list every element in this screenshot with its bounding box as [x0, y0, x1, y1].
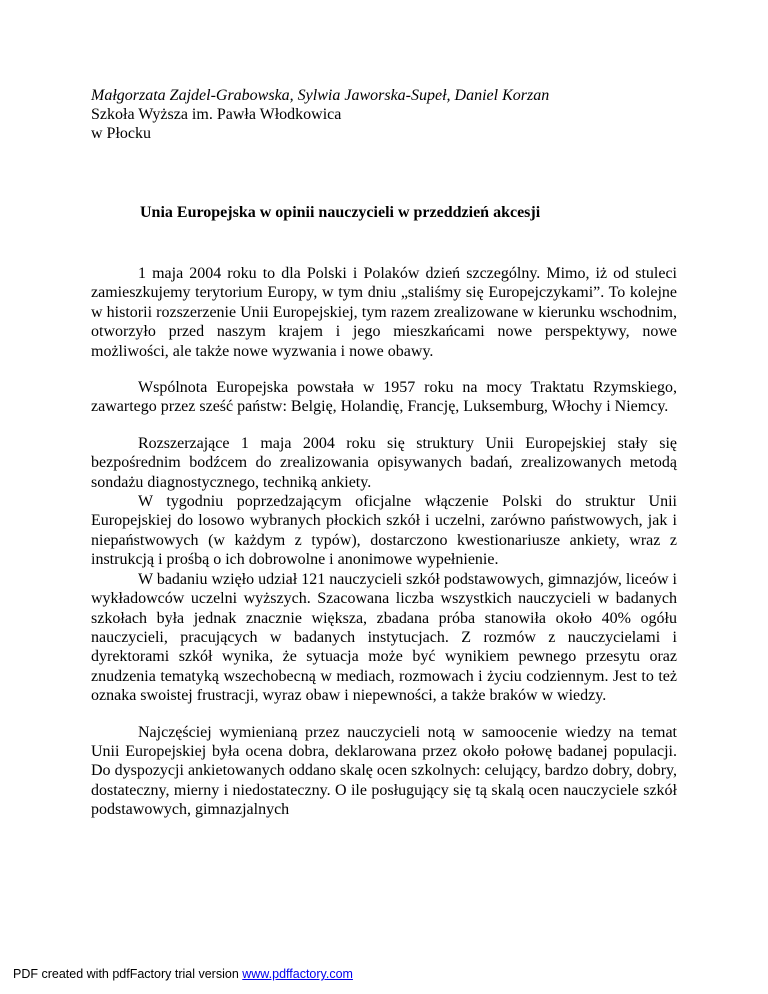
paragraph: W badaniu wzięło udział 121 nauczycieli szkół podstawowych, gimnazjów, liceów i wykładowców uczelni wyższych. Szacowana liczba wszystkich nauczycieli w badanych szkołach była jednak znacznie większa, zbadana próba stanowiła około 40% ogółu nauczycieli, pracujących w badanych instytucjach. Z rozmów z nauczycielami i dyrektorami szkół wynika, że sytuacja może być wynikiem pewnego przesytu oraz znudzenia tematyką wszechobecną w mediach, rozmowach i życiu codziennym. Jest to też oznaka swoistej frustracji, wyraz obaw i niepewności, a także braków w wiedzy.	[91, 570, 677, 705]
paragraph: Rozszerzające 1 maja 2004 roku się struktury Unii Europejskiej stały się bezpośrednim bodźcem do zrealizowania opisywanych badań, zrealizowanych metodą sondażu diagnostycznego, techniką ankiety.	[91, 434, 677, 491]
paragraph: Najczęściej wymienianą przez nauczycieli notą w samoocenie wiedzy na temat Unii Europejskiej była ocena dobra, deklarowana przez około połowę badanej populacji. Do dyspozycji ankietowanych oddano skalę ocen szkolnych: celujący, bardzo dobry, dobry, dostateczny, mierny i niedostateczny. O ile posługujący się tą skalą ocen nauczyciele szkół podstawowych, gimnazjalnych	[91, 723, 677, 819]
pdf-footer	[13, 967, 353, 981]
paper-title: Unia Europejska w opinii nauczycieli w przeddzień akcesji	[140, 204, 541, 221]
paragraph: W tygodniu poprzedzającym oficjalne włączenie Polski do struktur Unii Europejskiej do losowo wybranych płockich szkół i uczelni, zarówno państwowych, jak i niepaństwowych (w każdym z typów), dostarczono kwestionariusze ankiety, wraz z instrukcją i prośbą o ich dobrowolne i anonimowe wypełnienie.	[91, 493, 677, 569]
paragraph: Wspólnota Europejska powstała w 1957 roku na mocy Traktatu Rzymskiego, zawartego przez sześć państw: Belgię, Holandię, Francję, Luksemburg, Włochy i Niemcy.	[91, 379, 677, 416]
school-name: Szkoła Wyższa im. Pawła Włodkowica	[91, 106, 342, 123]
city: w Płocku	[91, 125, 151, 142]
footer-text: PDF created with pdfFactory trial version	[13, 967, 243, 981]
paragraph: 1 maja 2004 roku to dla Polski i Polaków dzień szczególny. Mimo, iż od stuleci zamieszkujemy terytorium Europy, w tym dniu „staliśmy się Europejczykami”. To kolejne w historii rozszerzenie Unii Europejskiej, tym razem zrealizowane w kierunku wschodnim, otworzyło przed naszym krajem i jego mieszkańcami nowe perspektywy, nowe możliwości, ale także nowe wyzwania i nowe obawy.	[91, 265, 677, 360]
body-text	[91, 264, 677, 820]
authors: Małgorzata Zajdel-Grabowska, Sylwia Jaworska-Supeł, Daniel Korzan	[91, 87, 550, 104]
footer-link[interactable]: www.pdffactory.com	[242, 967, 353, 981]
header-block	[91, 86, 549, 143]
